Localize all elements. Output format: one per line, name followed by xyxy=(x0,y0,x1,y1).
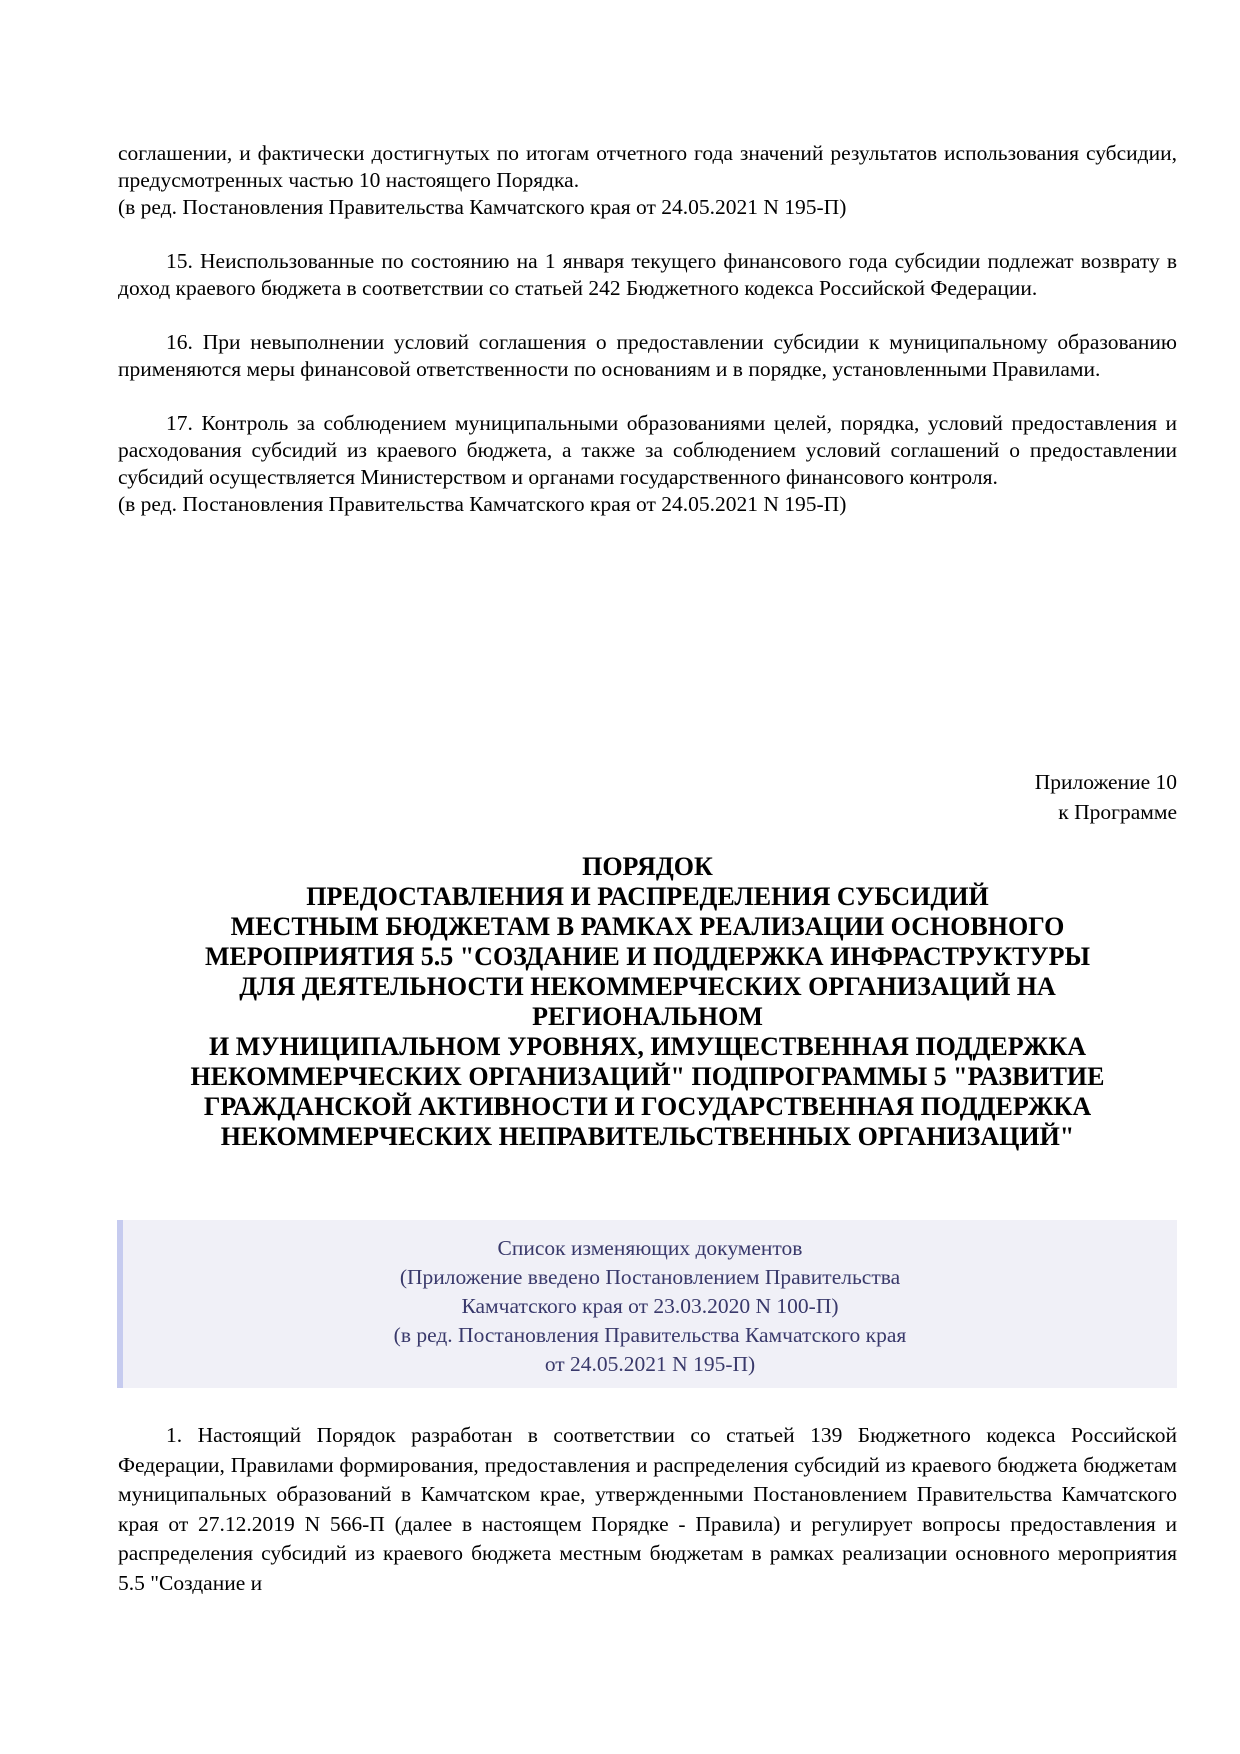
top-section xyxy=(118,140,1177,518)
amending-documents-line: (в ред. Постановления Правительства Камчатского края xyxy=(393,1323,907,1347)
amending-documents-heading: Список изменяющих документов xyxy=(497,1236,803,1260)
amendment-note: (в ред. Постановления Правительства Камчатского края от 24.05.2021 N 195-П) xyxy=(118,492,847,516)
title-line: ПРЕДОСТАВЛЕНИЯ И РАСПРЕДЕЛЕНИЯ СУБСИДИЙ xyxy=(306,882,989,911)
document-title xyxy=(118,852,1177,1152)
appendix-number: Приложение 10 xyxy=(1034,770,1177,794)
amending-documents-box xyxy=(117,1220,1177,1388)
title-line: ДЛЯ ДЕЯТЕЛЬНОСТИ НЕКОММЕРЧЕСКИХ ОРГАНИЗАЦИЙ НА xyxy=(239,972,1056,1001)
continuation-paragraph: соглашении, и фактически достигнутых по итогам отчетного года значений результатов использования субсидии, предусмотренных частью 10 настоящего Порядка. xyxy=(118,141,1177,192)
title-line: И МУНИЦИПАЛЬНОМ УРОВНЯХ, ИМУЩЕСТВЕННАЯ ПОДДЕРЖКА xyxy=(208,1032,1087,1061)
amendment-note: (в ред. Постановления Правительства Камчатского края от 24.05.2021 N 195-П) xyxy=(118,195,847,219)
clause-17: 17. Контроль за соблюдением муниципальными образованиями целей, порядка, условий предоставления и расходования субсидий из краевого бюджета, а также за соблюдением условий соглашений о предоставлении субсидий осуществляется Министерством и органами государственного финансового контроля. xyxy=(118,411,1177,489)
amending-documents-line: от 24.05.2021 N 195-П) xyxy=(544,1352,756,1376)
clause-15: 15. Неиспользованные по состоянию на 1 января текущего финансового года субсидии подлежат возврату в доход краевого бюджета в соответствии со статьей 242 Бюджетного кодекса Российской Федерации. xyxy=(118,249,1177,300)
amending-documents-line: (Приложение введено Постановлением Правительства xyxy=(399,1265,901,1289)
clause-1: 1. Настоящий Порядок разработан в соответствии со статьей 139 Бюджетного кодекса Российской Федерации, Правилами формирования, предоставления и распределения субсидий из краевого бюджета бюджетам муниципальных образований в Камчатском крае, утвержденными Постановлением Правительства Камчатского края от 27.12.2019 N 566-П (далее в настоящем Порядке - Правила) и регулирует вопросы предоставления и распределения субсидий из краевого бюджета местным бюджетам в рамках реализации основного мероприятия 5.5 "Создание и xyxy=(118,1423,1177,1595)
title-line: МЕСТНЫМ БЮДЖЕТАМ В РАМКАХ РЕАЛИЗАЦИИ ОСНОВНОГО xyxy=(230,912,1065,941)
title-line: НЕКОММЕРЧЕСКИХ ОРГАНИЗАЦИЙ" ПОДПРОГРАММЫ 5 "РАЗВИТИЕ xyxy=(190,1062,1105,1091)
amending-documents-line: Камчатского края от 23.03.2020 N 100-П) xyxy=(461,1294,839,1318)
title-line: НЕКОММЕРЧЕСКИХ НЕПРАВИТЕЛЬСТВЕННЫХ ОРГАНИЗАЦИЙ" xyxy=(220,1122,1075,1151)
title-line: РЕГИОНАЛЬНОМ xyxy=(532,1002,763,1031)
body-section xyxy=(118,1421,1177,1598)
clause-16: 16. При невыполнении условий соглашения о предоставлении субсидии к муниципальному образованию применяются меры финансовой ответственности по основаниям и в порядке, установленными Правилами. xyxy=(118,330,1177,381)
appendix-label xyxy=(1035,767,1177,827)
title-line: ГРАЖДАНСКОЙ АКТИВНОСТИ И ГОСУДАРСТВЕННАЯ ПОДДЕРЖКА xyxy=(203,1092,1092,1121)
title-line: МЕРОПРИЯТИЯ 5.5 "СОЗДАНИЕ И ПОДДЕРЖКА ИНФРАСТРУКТУРЫ xyxy=(204,942,1091,971)
appendix-reference: к Программе xyxy=(1058,800,1177,824)
title-line: ПОРЯДОК xyxy=(582,852,713,881)
